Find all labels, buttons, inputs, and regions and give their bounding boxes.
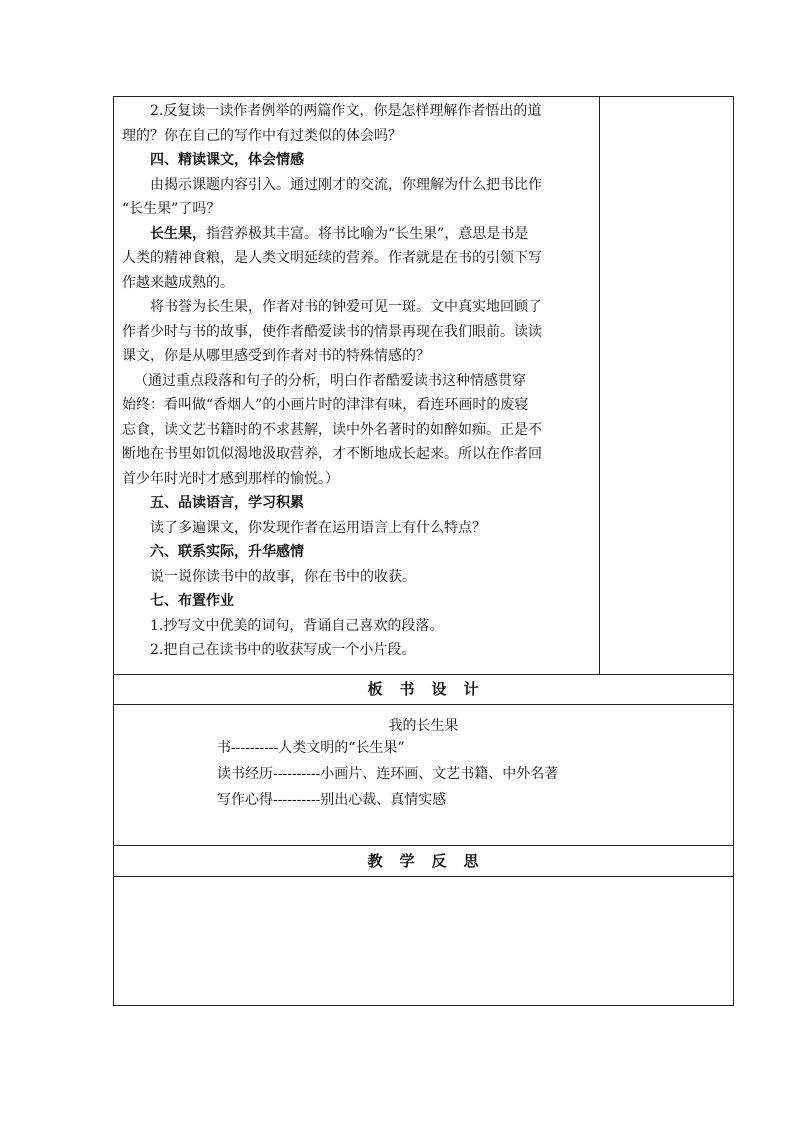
teaching-reflection-cell <box>114 877 733 1005</box>
lesson-plan-table <box>113 96 734 1006</box>
lesson-line: 始终：看叫做“香烟人”的小画片时的津津有味，看连环画时的废寝 <box>122 397 529 413</box>
lesson-line: （通过重点段落和句子的分析，明白作者酷爱读书这种情感贯穿 <box>134 372 526 389</box>
lesson-line: 由揭示课题内容引入。通过刚才的交流，你理解为什么把书比作 <box>150 176 542 193</box>
lesson-content-cell <box>114 97 600 674</box>
lesson-line: 2.反复读一读作者例举的两篇作文，你是怎样理解作者悟出的道 <box>150 103 542 119</box>
board-line: 写作心得----------别出心裁、真情实感 <box>217 792 447 808</box>
lesson-line: 将书誉为长生果，作者对书的钟爱可见一斑。文中真实地回顾了 <box>150 299 542 315</box>
board-line: 读书经历----------小画片、连环画、文艺书籍、中外名著 <box>217 766 559 782</box>
lesson-line: 读了多遍课文，你发现作者在运用语言上有什么特点？ <box>150 519 486 536</box>
lesson-line: 首少年时光时才感到那样的愉悦。） <box>122 470 339 487</box>
board-design-cell <box>114 705 733 846</box>
lesson-line: 1.抄写文中优美的词句，背诵自己喜欢的段落。 <box>150 617 444 634</box>
lesson-content <box>122 99 598 663</box>
lesson-line: 说一说你读书中的故事，你在书中的收获。 <box>150 568 416 585</box>
section-heading: 七、布置作业 <box>150 593 234 609</box>
section-heading: 四、精读课文，体会情感 <box>150 152 304 168</box>
lesson-line: 作者少时与书的故事，使作者酷爱读书的情景再现在我们眼前。读读 <box>122 323 542 340</box>
section-heading: 五、品读语言，学习积累 <box>150 495 304 511</box>
lead-term: 长生果， <box>150 225 206 242</box>
lesson-line: “长生果”了吗？ <box>122 201 221 217</box>
board-line: 书----------人类文明的“长生果” <box>217 740 405 756</box>
notes-cell <box>600 97 733 674</box>
lesson-line: 人类的精神食粮，是人类文明延续的营养。作者就是在书的引领下写 <box>122 250 542 266</box>
lesson-line: 理的？你在自己的写作中有过类似的体会吗？ <box>122 127 402 144</box>
lesson-line: 2.把自己在读书中的收获写成一个小片段。 <box>150 642 416 658</box>
lesson-line: 断地在书里如饥似渴地汲取营养，才不断地成长起来。所以在作者回 <box>122 446 542 462</box>
lesson-line: 课文，你是从哪里感受到作者对书的特殊情感的？ <box>122 348 430 364</box>
board-title: 我的长生果 <box>388 718 459 734</box>
lesson-line-text: 指营养极其丰富。将书比喻为“长生果”，意思是书是 <box>206 225 529 242</box>
section-heading: 六、联系实际，升华感情 <box>150 544 304 560</box>
lesson-content-row <box>114 97 733 675</box>
lesson-line: 作越来越成熟的。 <box>122 274 234 291</box>
teaching-reflection-header: 教 学 反 思 <box>114 846 733 877</box>
lesson-line <box>122 222 598 247</box>
lesson-line: 忘食，读文艺书籍时的不求甚解，读中外名著时的如醉如痴。正是不 <box>122 421 542 438</box>
board-design-header: 板 书 设 计 <box>114 674 733 705</box>
